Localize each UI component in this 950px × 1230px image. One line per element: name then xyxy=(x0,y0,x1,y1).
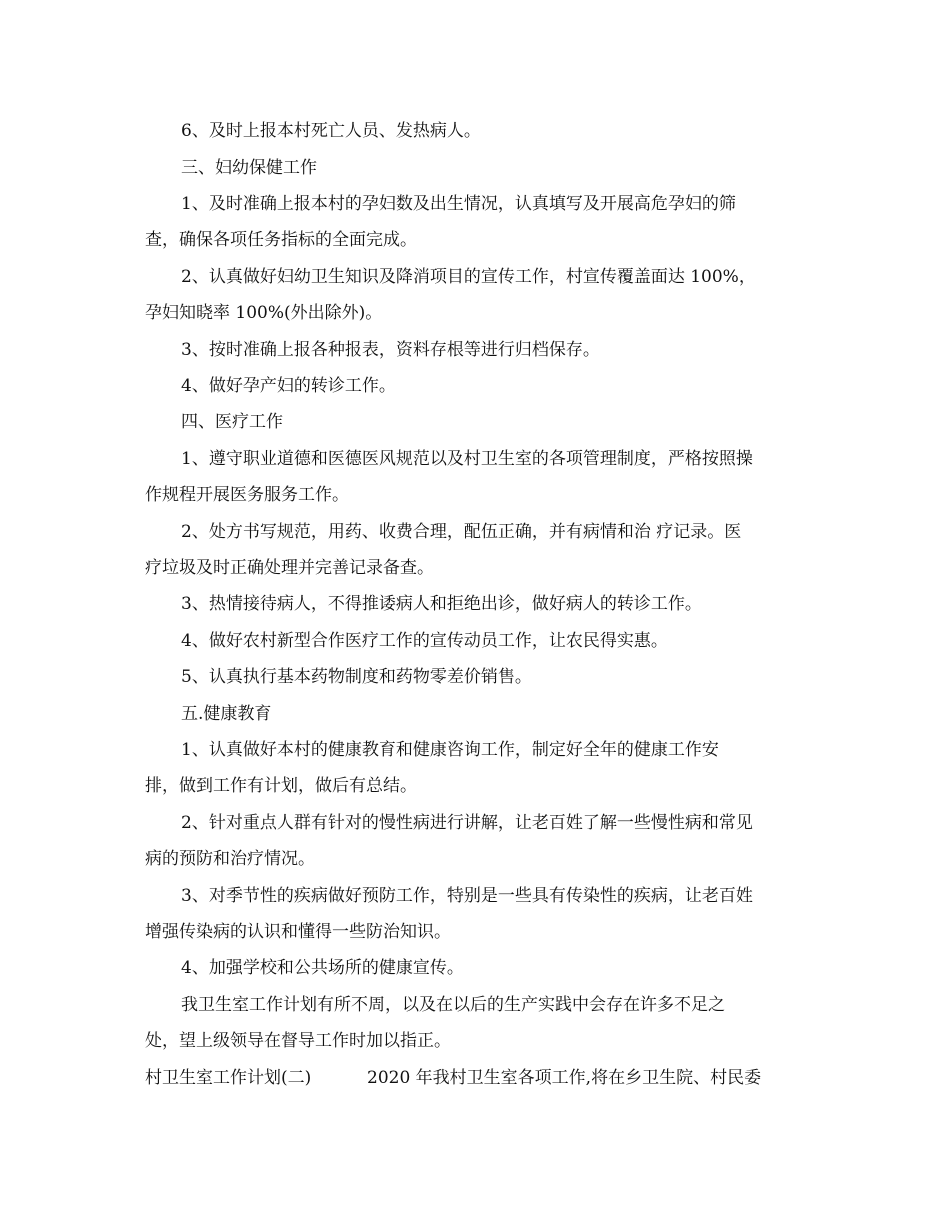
paragraph-line: 排，做到工作有计划，做后有总结。 xyxy=(145,776,417,796)
paragraph-line: 处，望上级领导在督导工作时加以指正。 xyxy=(145,1031,451,1051)
paragraph-line: 作规程开展医务服务工作。 xyxy=(145,485,349,505)
paragraph-line: 疗垃圾及时正确处理并完善记录备查。 xyxy=(145,558,434,578)
paragraph-line: 我卫生室工作计划有所不周，以及在以后的生产实践中会存在许多不足之 xyxy=(181,995,725,1015)
next-document-text: 2020 年我村卫生室各项工作,将在乡卫生院、村民委 xyxy=(367,1068,762,1088)
paragraph-line: 3、热情接待病人，不得推诿病人和拒绝出诊，做好病人的转诊工作。 xyxy=(181,594,702,614)
section-heading: 三、妇幼保健工作 xyxy=(181,158,317,178)
paragraph-line: 增强传染病的认识和懂得一些防治知识。 xyxy=(145,922,451,942)
paragraph-line: 1、及时准确上报本村的孕妇数及出生情况，认真填写及开展高危孕妇的筛 xyxy=(181,194,736,214)
paragraph-line: 查，确保各项任务指标的全面完成。 xyxy=(145,230,417,250)
paragraph-line: 1、认真做好本村的健康教育和健康咨询工作，制定好全年的健康工作安 xyxy=(181,740,719,760)
paragraph-line: 病的预防和治疗情况。 xyxy=(145,849,315,869)
paragraph-line: 5、认真执行基本药物制度和药物零差价销售。 xyxy=(181,667,532,687)
paragraph-line: 1、遵守职业道德和医德医风规范以及村卫生室的各项管理制度，严格按照操 xyxy=(181,449,753,469)
paragraph-line: 2、认真做好妇幼卫生知识及降消项目的宣传工作，村宣传覆盖面达 100%， xyxy=(181,267,756,287)
paragraph-line: 4、做好农村新型合作医疗工作的宣传动员工作，让农民得实惠。 xyxy=(181,631,668,651)
section-heading: 四、医疗工作 xyxy=(181,412,283,432)
paragraph-line: 4、做好孕产妇的转诊工作。 xyxy=(181,376,396,396)
paragraph-line: 4、加强学校和公共场所的健康宣传。 xyxy=(181,958,464,978)
next-document-title: 村卫生室工作计划(二) xyxy=(145,1068,312,1088)
paragraph-line: 6、及时上报本村死亡人员、发热病人。 xyxy=(181,121,481,141)
paragraph-line: 2、处方书写规范，用药、收费合理，配伍正确，并有病情和治 疗记录。医 xyxy=(181,522,742,542)
section-heading: 五.健康教育 xyxy=(181,704,272,724)
paragraph-line: 2、针对重点人群有针对的慢性病进行讲解，让老百姓了解一些慢性病和常见 xyxy=(181,813,753,833)
paragraph-line: 3、按时准确上报各种报表，资料存根等进行归档保存。 xyxy=(181,340,600,360)
paragraph-line: 孕妇知晓率 100%(外出除外)。 xyxy=(145,303,383,323)
paragraph-line: 3、对季节性的疾病做好预防工作，特别是一些具有传染性的疾病，让老百姓 xyxy=(181,886,753,906)
